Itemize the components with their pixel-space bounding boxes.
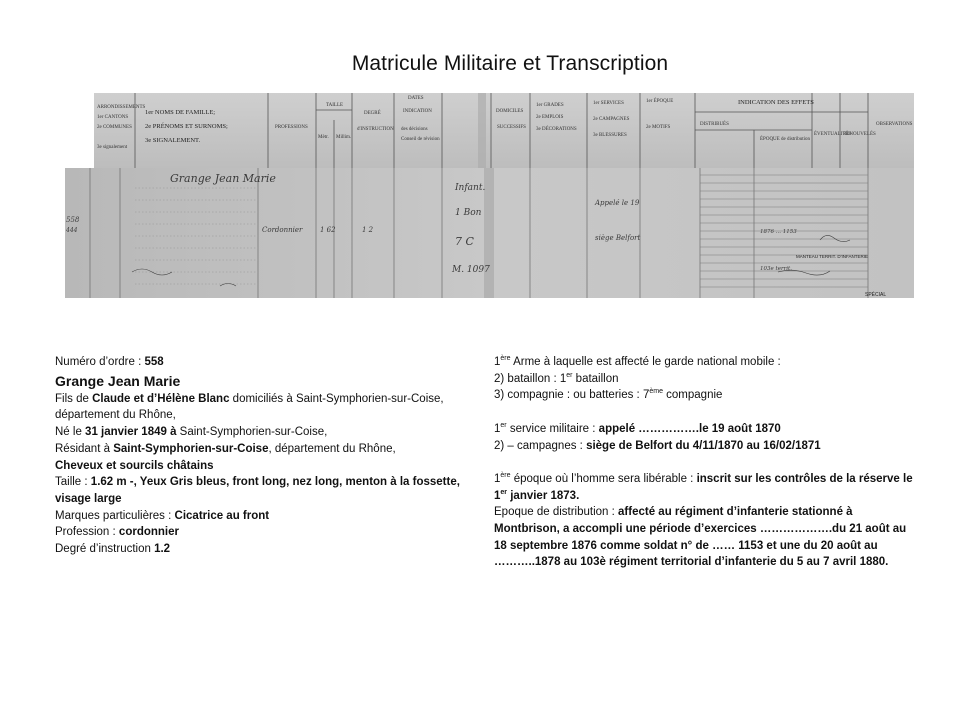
education-level: Degré d’instruction 1.2 [55,543,171,556]
svg-text:ARRONDISSEMENTS: ARRONDISSEMENTS [97,105,146,110]
svg-text:OBSERVATIONS: OBSERVATIONS [876,122,913,127]
svg-text:TAILLE: TAILLE [326,103,344,108]
campagnes: 2) – campagnes : siège de Belfort du 4/11/1870 au 16/02/1871 [494,439,821,452]
arme: 1ère Arme à laquelle est affecté le garde national mobile : [494,355,781,368]
slide-title: Matricule Militaire et Transcription [351,52,669,75]
svg-text:DEGRÉ: DEGRÉ [364,111,381,116]
svg-text:444: 444 [66,227,78,234]
svg-text:Infant.: Infant. [455,183,486,193]
svg-text:DOMICILES: DOMICILES [496,109,524,114]
compagnie: 3) compagnie : ou batteries : 7ème compagnie [494,388,723,402]
svg-text:DATES: DATES [408,96,424,101]
svg-text:ÉPOQUE de distribution: ÉPOQUE de distribution [760,137,810,142]
register-instruction: 1 2 [362,226,374,234]
svg-text:2e EMPLOIS: 2e EMPLOIS [536,115,564,120]
svg-text:Mètr.: Mètr. [318,135,329,140]
register-image [0,0,960,310]
bataillon: 2) bataillon : 1er bataillon [494,371,619,385]
svg-text:3e signalement: 3e signalement [97,145,128,150]
soldier-name: Grange Jean Marie [55,372,181,389]
svg-text:103e territ.: 103e territ. [760,266,792,272]
svg-text:SUCCESSIFS: SUCCESSIFS [497,125,526,130]
parents: Fils de Claude et d’Hélène Blanc domiciliés à Saint-Symphorien-sur-Coise, département du Rhône, [55,392,444,422]
svg-text:PROFESSIONS: PROFESSIONS [275,125,308,130]
svg-text:des décisions: des décisions [401,127,428,132]
svg-text:RENOUVELÉS: RENOUVELÉS [843,132,876,137]
epoque-distribution: Epoque de distribution : affecté au régiment d’infanterie stationné à Montbrison, a accompli une période d’exercices ……………….du 21 août au 18 septembre 1876 comme soldat n° de …… 1153 et une du 20 août au ………..1878 au 103è régiment territorial d’infanterie du 5 au 7 avril 1880. [494,506,907,569]
svg-text:1er GRADES: 1er GRADES [536,103,564,108]
profession: Profession : cordonnier [55,526,179,539]
svg-text:ÉVENTUALITÉS: ÉVENTUALITÉS [814,132,852,137]
register-number: 558 [66,216,80,224]
svg-text:DISTRIBUÉS: DISTRIBUÉS [700,122,729,127]
numero-ordre: Numéro d’ordre : 558 [55,356,164,368]
svg-text:1er CANTONS: 1er CANTONS [97,115,129,120]
register-stamp: MANTEAU TERRIT. D'INFANTERIE [796,254,869,259]
register-name: Grange Jean Marie [170,172,276,185]
svg-text:2e MOTIFS: 2e MOTIFS [646,125,671,130]
svg-text:INDICATION DES EFFETS: INDICATION DES EFFETS [738,99,814,106]
register-scan [0,0,960,310]
svg-text:1er NOMS DE FAMILLE;: 1er NOMS DE FAMILLE; [145,109,216,116]
service-militaire: 1er service militaire : appelé …………….le 19 août 1870 [494,421,781,435]
svg-text:1 Bon: 1 Bon [455,208,482,218]
svg-text:INDICATION: INDICATION [403,109,432,114]
svg-text:M. 1097: M. 1097 [452,265,490,275]
physical-description: Taille : 1.62 m -, Yeux Gris bleus, front long, nez long, menton à la fossette, visage large [55,476,460,505]
epoque-liberable: 1ère époque où l’homme sera libérable : inscrit sur les contrôles de la réserve le 1er janvier 1873. [494,472,913,502]
transcription-left [55,354,470,558]
svg-text:3e BLESSURES: 3e BLESSURES [593,133,627,138]
svg-text:siège Belfort: siège Belfort [595,234,641,242]
birth: Né le 31 janvier 1849 à Saint-Symphorien-sur-Coise, [55,426,328,439]
register-special: SPÉCIAL [865,292,887,298]
svg-text:Millim.: Millim. [336,135,352,140]
svg-text:1er SERVICES: 1er SERVICES [593,101,624,106]
svg-text:7 C: 7 C [455,235,474,248]
svg-text:Appelé le 19: Appelé le 19 [595,199,640,207]
residence: Résidant à Saint-Symphorien-sur-Coise, département du Rhône, [55,442,396,455]
transcription-right [494,354,914,571]
register-profession: Cordonnier [262,226,303,234]
distinguishing-marks: Marques particulières : Cicatrice au front [55,509,270,522]
svg-text:3e DÉCORATIONS: 3e DÉCORATIONS [536,127,577,132]
svg-text:Conseil de révision: Conseil de révision [401,137,440,142]
register-taille: 1 62 [320,226,336,234]
svg-text:3e SIGNALEMENT.: 3e SIGNALEMENT. [145,137,201,144]
hair: Cheveux et sourcils châtains [55,459,214,472]
svg-text:2e PRÉNOMS ET SURNOMS;: 2e PRÉNOMS ET SURNOMS; [145,123,228,130]
svg-text:1876 ... 1153: 1876 ... 1153 [760,229,797,235]
svg-text:1er ÉPOQUE: 1er ÉPOQUE [646,99,674,104]
svg-text:2e COMMUNES: 2e COMMUNES [97,125,132,130]
svg-text:2e CAMPAGNES: 2e CAMPAGNES [593,117,630,122]
svg-text:d'INSTRUCTION: d'INSTRUCTION [357,127,394,132]
